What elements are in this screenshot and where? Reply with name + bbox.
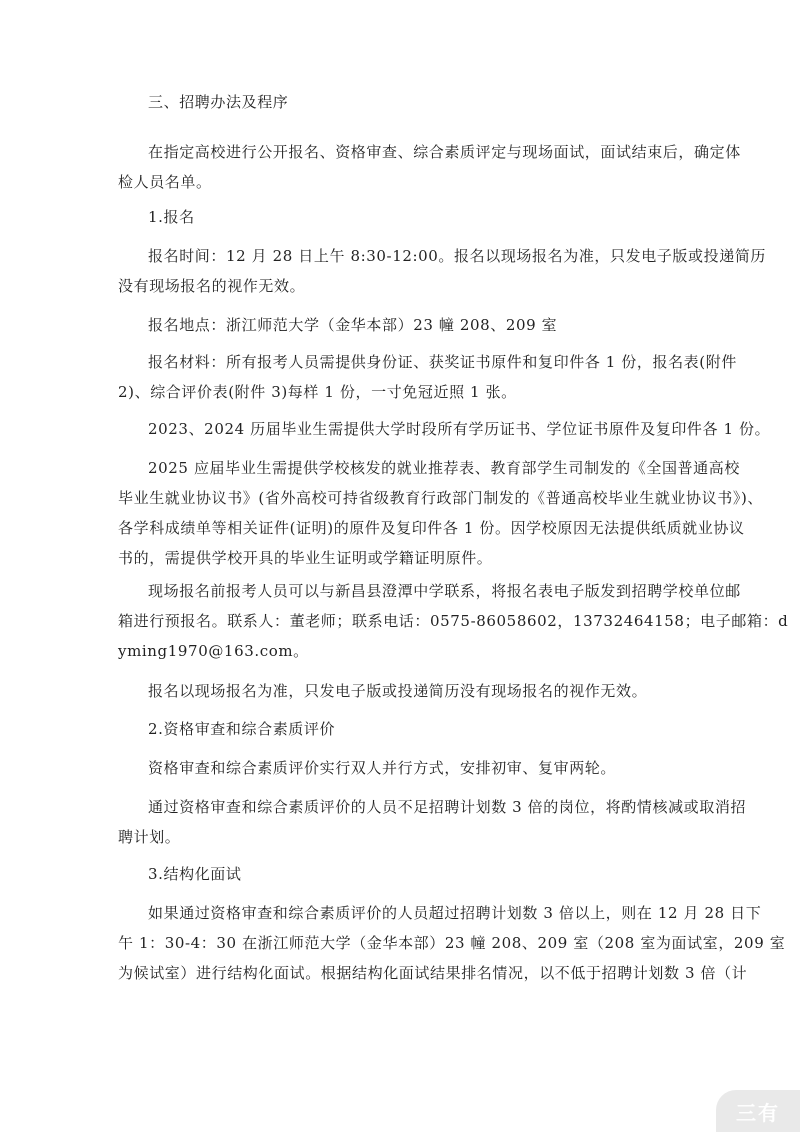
pre-registration-paragraph (118, 576, 789, 666)
text-line: 如果通过资格审查和综合素质评价的人员超过招聘计划数 3 倍以上，则在 12 月 28 日下 (148, 904, 762, 922)
section-heading-text: 三、招聘办法及程序 (148, 93, 289, 111)
registration-note-paragraph (118, 676, 686, 706)
graduates-2025-paragraph (118, 453, 764, 573)
text-line: 报名时间：12 月 28 日上午 8:30-12:00。报名以现场报名为准，只发电子版或投递简历 (148, 247, 767, 265)
text-line: 资格审查和综合素质评价实行双人并行方式，安排初审、复审两轮。 (148, 759, 617, 777)
section-heading (118, 87, 686, 117)
text-line: 书的，需提供学校开具的毕业生证明或学籍证明原件。 (118, 549, 493, 567)
review-shortfall-paragraph (118, 792, 747, 852)
interview-paragraph (118, 898, 786, 988)
text-line: 报名以现场报名为准，只发电子版或投递简历没有现场报名的视作无效。 (148, 682, 648, 700)
subheading-text: 3.结构化面试 (148, 865, 242, 883)
subheading-registration (118, 202, 686, 232)
graduates-2023-2024-paragraph (118, 414, 771, 444)
text-line: yming1970@163.com。 (118, 642, 309, 660)
text-line: 2023、2024 历届毕业生需提供大学时段所有学历证书、学位证书原件及复印件各 1 份。 (148, 420, 771, 438)
text-line: 箱进行预报名。联系人：董老师；联系电话：0575-86058602，13732464158；电子邮箱：d (118, 612, 789, 630)
review-method-paragraph (118, 753, 686, 783)
intro-paragraph (118, 137, 741, 197)
text-line: 在指定高校进行公开报名、资格审查、综合素质评定与现场面试，面试结束后，确定体 (148, 143, 741, 161)
text-line: 2025 应届毕业生需提供学校核发的就业推荐表、教育部学生司制发的《全国普通高校 (148, 459, 740, 477)
watermark-text: 三有 (736, 1100, 780, 1125)
text-line: 检人员名单。 (118, 173, 212, 191)
text-line: 聘计划。 (118, 828, 181, 846)
subheading-text: 2.资格审查和综合素质评价 (148, 720, 336, 738)
subheading-text: 1.报名 (148, 208, 195, 226)
text-line: 午 1：30-4：30 在浙江师范大学（金华本部）23 幢 208、209 室（208 室为面试室，209 室 (118, 934, 786, 952)
text-line: 报名地点：浙江师范大学（金华本部）23 幢 208、209 室 (148, 316, 558, 334)
text-line: 没有现场报名的视作无效。 (118, 277, 306, 295)
text-line: 2)、综合评价表(附件 3)每样 1 份，一寸免冠近照 1 张。 (118, 383, 517, 401)
registration-materials-paragraph (118, 347, 737, 407)
text-line: 各学科成绩单等相关证件(证明)的原件及复印件各 1 份。因学校原因无法提供纸质就业协议 (118, 519, 745, 537)
text-line: 毕业生就业协议书》(省外高校可持省级教育行政部门制发的《普通高校毕业生就业协议书》)、 (118, 489, 764, 507)
text-line: 为候试室）进行结构化面试。根据结构化面试结果排名情况，以不低于招聘计划数 3 倍（计 (118, 964, 748, 982)
subheading-structured-interview (118, 859, 686, 889)
registration-place-paragraph (118, 310, 686, 340)
subheading-qualification-review (118, 714, 686, 744)
text-line: 通过资格审查和综合素质评价的人员不足招聘计划数 3 倍的岗位，将酌情核减或取消招 (148, 798, 747, 816)
text-line: 报名材料：所有报考人员需提供身份证、获奖证书原件和复印件各 1 份，报名表(附件 (148, 353, 737, 371)
text-line: 现场报名前报考人员可以与新昌县澄潭中学联系，将报名表电子版发到招聘学校单位邮 (148, 582, 741, 600)
site-watermark (716, 1090, 800, 1132)
registration-time-paragraph (118, 241, 767, 301)
